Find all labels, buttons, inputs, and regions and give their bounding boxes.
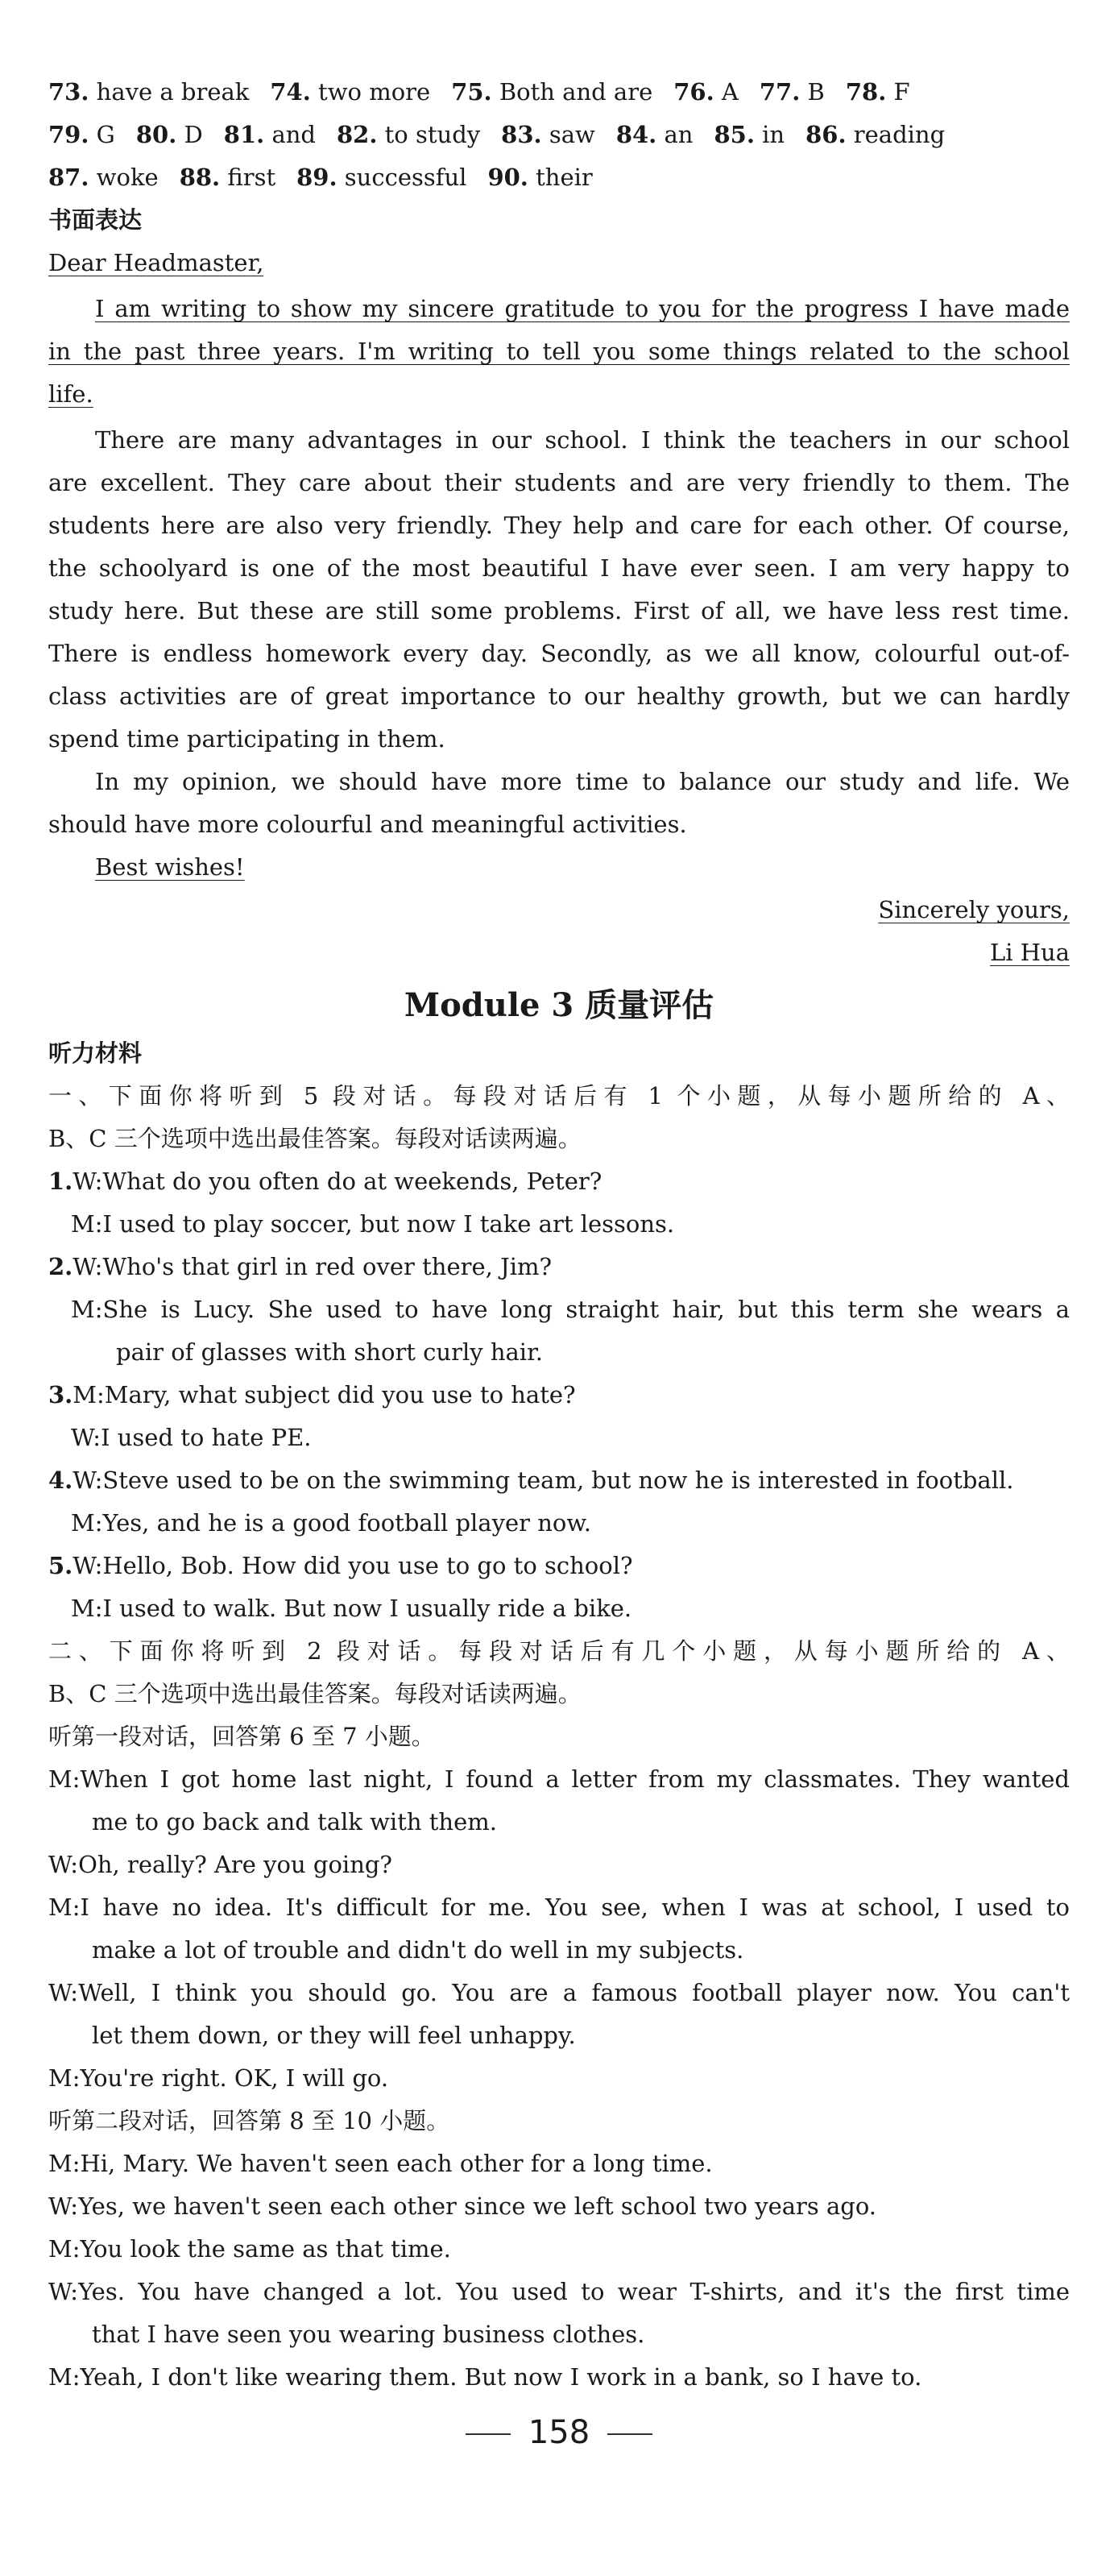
letter-sign-off: Sincerely yours, [878,896,1070,923]
letter-paragraph-1 [48,288,1070,419]
answer-number: 76. [673,78,714,106]
footer-dash-left [466,2433,511,2435]
part1-dialogs [48,1160,1070,1630]
paragraph-line: spend time participating in them. [48,725,445,753]
answer-row [48,156,1070,199]
answer-number: 83. [501,121,542,148]
dialog-text: She is Lucy. She used to have long straight hair, but this term she wears a [102,1296,1070,1323]
dialog-line [48,1374,1070,1417]
paragraph-line: class activities are of great importance to our healthy growth, but we can hardly [48,682,1070,710]
speaker-label: W: [48,2192,79,2220]
conversation-1 [48,1758,1070,2100]
answer-number: 87. [48,164,89,191]
answer-text: first [227,164,276,191]
answer-number: 84. [615,121,657,148]
speaker-label: M: [48,2363,81,2391]
speaker-label: M: [71,1296,103,1323]
dialog-number: 5. [48,1552,73,1579]
letter-salutation: Dear Headmaster, [48,249,264,276]
conversation-line [48,2228,1070,2271]
page-number: 158 [528,2414,590,2451]
answer-number: 75. [451,78,492,106]
dialog-line [48,1502,1070,1545]
letter-signature: Li Hua [989,939,1070,966]
paragraph-line: should have more colourful and meaningful activities. [48,811,687,838]
dialog-text: Yes, and he is a good football player now. [102,1509,591,1537]
letter-paragraph-2 [48,419,1070,761]
letter-closing: Best wishes! [95,853,245,881]
page-content [48,71,1070,2399]
conversation-line [48,2313,1070,2356]
speaker-label: W: [71,1424,101,1451]
conversation-line [48,2356,1070,2399]
dialog-text: Steve used to be on the swimming team, but now he is interested in football. [102,1466,1014,1494]
paragraph-line: study here. But these are still some problems. First of all, we have less rest time. [48,597,1070,624]
dialog-line [48,1160,1070,1203]
answer-text: an [664,121,694,148]
dialog-text: I used to walk. But now I usually ride a bike. [102,1595,632,1622]
conversation-1-instructions: 听第一段对话，回答第 6 至 7 小题。 [48,1723,435,1750]
answer-number: 74. [270,78,311,106]
conversation-line [48,2271,1070,2313]
answer-number: 79. [48,121,89,148]
answer-text: have a break [96,78,250,106]
answer-number: 89. [296,164,337,191]
paragraph-line: There are many advantages in our school. I think the teachers in our school [95,426,1070,454]
dialog-line [48,1459,1070,1502]
answer-text: reading [853,121,946,148]
conversation-text: Yes, we haven't seen each other since we left school two years ago. [78,2192,877,2220]
conversation-text: me to go back and talk with them. [92,1808,497,1836]
letter-paragraph-3 [48,761,1070,846]
answer-key [48,71,1070,199]
conversation-line [48,1972,1070,2014]
speaker-label: M: [48,2235,81,2263]
answer-number: 77. [759,78,801,106]
dialog-line [48,1203,1070,1246]
answer-number: 73. [48,78,89,106]
paragraph-line: in the past three years. I'm writing to tell you some things related to the school [48,338,1070,365]
dialog-line [48,1288,1070,1331]
dialog-text: Who's that girl in red over there, Jim? [102,1253,553,1280]
conversation-text: let them down, or they will feel unhappy. [92,2022,576,2049]
speaker-label: M: [48,2150,81,2177]
answer-text: A [721,78,739,106]
conversation-line [48,2014,1070,2057]
answer-row [48,71,1070,114]
page-number-footer [0,2414,1118,2451]
speaker-label: W: [48,2278,79,2305]
dialog-line [48,1331,1070,1374]
conversation-line [48,2057,1070,2100]
conversation-line [48,2143,1070,2185]
dialog-number: 2. [48,1253,73,1280]
dialog-line [48,1246,1070,1288]
speaker-label: W: [48,1979,79,2006]
speaker-label: W: [72,1552,103,1579]
instruction-line: B、C 三个选项中选出最佳答案。每段对话读两遍。 [48,1125,582,1152]
conversation-text: Hi, Mary. We haven't seen each other for a long time. [80,2150,713,2177]
speaker-label: W: [48,1851,79,1878]
conversation-text: Yeah, I don't like wearing them. But now I work in a bank, so I have to. [80,2363,922,2391]
answer-number: 88. [179,164,221,191]
module-title: Module 3 质量评估 [404,986,714,1024]
conversation-text: that I have seen you wearing business clothes. [92,2321,645,2348]
answer-text: two more [318,78,431,106]
paragraph-line: There is endless homework every day. Secondly, as we all know, colourful out-of- [48,640,1070,667]
speaker-label: M: [48,2064,81,2092]
conversation-line [48,1801,1070,1844]
dialog-text: What do you often do at weekends, Peter? [102,1168,602,1195]
answer-text: saw [549,121,595,148]
paragraph-line: life. [48,380,93,408]
paragraph-line: students here are also very friendly. They help and care for each other. Of course, [48,512,1070,539]
answer-text: successful [344,164,467,191]
paragraph-line: are excellent. They care about their students and are very friendly to them. The [48,469,1070,496]
dialog-text: pair of glasses with short curly hair. [116,1338,543,1366]
answer-text: B [807,78,825,106]
dialog-line [48,1417,1070,1459]
dialog-text: Hello, Bob. How did you use to go to school? [102,1552,633,1579]
conversation-text: When I got home last night, I found a letter from my classmates. They wanted [80,1765,1070,1793]
answer-text: in [762,121,785,148]
instruction-line: 二、下面你将听到 2 段对话。每段对话后有几个小题，从每小题所给的 A、 [48,1637,1070,1665]
answer-number: 86. [805,121,847,148]
speaker-label: M: [48,1894,81,1921]
answer-text: woke [96,164,159,191]
answer-number: 80. [135,121,177,148]
part1-instructions [48,1075,1070,1160]
answer-number: 90. [487,164,528,191]
conversation-line [48,1929,1070,1972]
footer-dash-right [607,2433,652,2435]
conversation-2-instructions: 听第二段对话，回答第 8 至 10 小题。 [48,2107,450,2134]
dialog-line [48,1545,1070,1587]
answer-text: and [271,121,316,148]
answer-text: Both and are [499,78,653,106]
speaker-label: M: [71,1210,103,1238]
dialog-number: 3. [48,1381,73,1408]
conversation-text: I have no idea. It's difficult for me. You see, when I was at school, I used to [80,1894,1070,1921]
dialog-number: 4. [48,1466,73,1494]
dialog-text: I used to hate PE. [101,1424,312,1451]
speaker-label: W: [72,1466,103,1494]
dialog-text: Mary, what subject did you use to hate? [104,1381,576,1408]
paragraph-line: I am writing to show my sincere gratitude to you for the progress I have made [95,295,1070,322]
answer-text: to study [384,121,481,148]
speaker-label: W: [72,1168,103,1195]
instruction-line: B、C 三个选项中选出最佳答案。每段对话读两遍。 [48,1680,582,1707]
paragraph-line: In my opinion, we should have more time to balance our study and life. We [95,768,1070,795]
conversation-line [48,1844,1070,1886]
conversation-text: Oh, really? Are you going? [78,1851,392,1878]
speaker-label: W: [72,1253,103,1280]
instruction-line: 一、下面你将听到 5 段对话。每段对话后有 1 个小题，从每小题所给的 A、 [48,1082,1070,1110]
part2-instructions [48,1630,1070,1715]
conversation-text: Yes. You have changed a lot. You used to wear T-shirts, and it's the first time [78,2278,1070,2305]
answer-text: their [536,164,593,191]
answer-number: 78. [845,78,887,106]
conversation-2 [48,2143,1070,2399]
conversation-text: You look the same as that time. [80,2235,451,2263]
answer-row [48,114,1070,156]
speaker-label: M: [72,1381,105,1408]
answer-number: 82. [336,121,378,148]
conversation-line [48,1886,1070,1929]
listening-heading: 听力材料 [48,1039,143,1067]
conversation-text: Well, I think you should go. You are a famous football player now. You can't [78,1979,1070,2006]
answer-number: 81. [223,121,265,148]
dialog-text: I used to play soccer, but now I take art lessons. [102,1210,675,1238]
speaker-label: M: [48,1765,81,1793]
conversation-line [48,2185,1070,2228]
writing-heading: 书面表达 [48,206,143,234]
answer-number: 85. [714,121,755,148]
dialog-number: 1. [48,1168,73,1195]
conversation-text: You're right. OK, I will go. [80,2064,389,2092]
speaker-label: M: [71,1595,103,1622]
conversation-line [48,1758,1070,1801]
answer-text: D [184,121,203,148]
conversation-text: make a lot of trouble and didn't do well in my subjects. [92,1936,744,1964]
answer-text: F [893,78,910,106]
answer-text: G [96,121,115,148]
speaker-label: M: [71,1509,103,1537]
paragraph-line: the schoolyard is one of the most beautiful I have ever seen. I am very happy to [48,554,1070,582]
dialog-line [48,1587,1070,1630]
